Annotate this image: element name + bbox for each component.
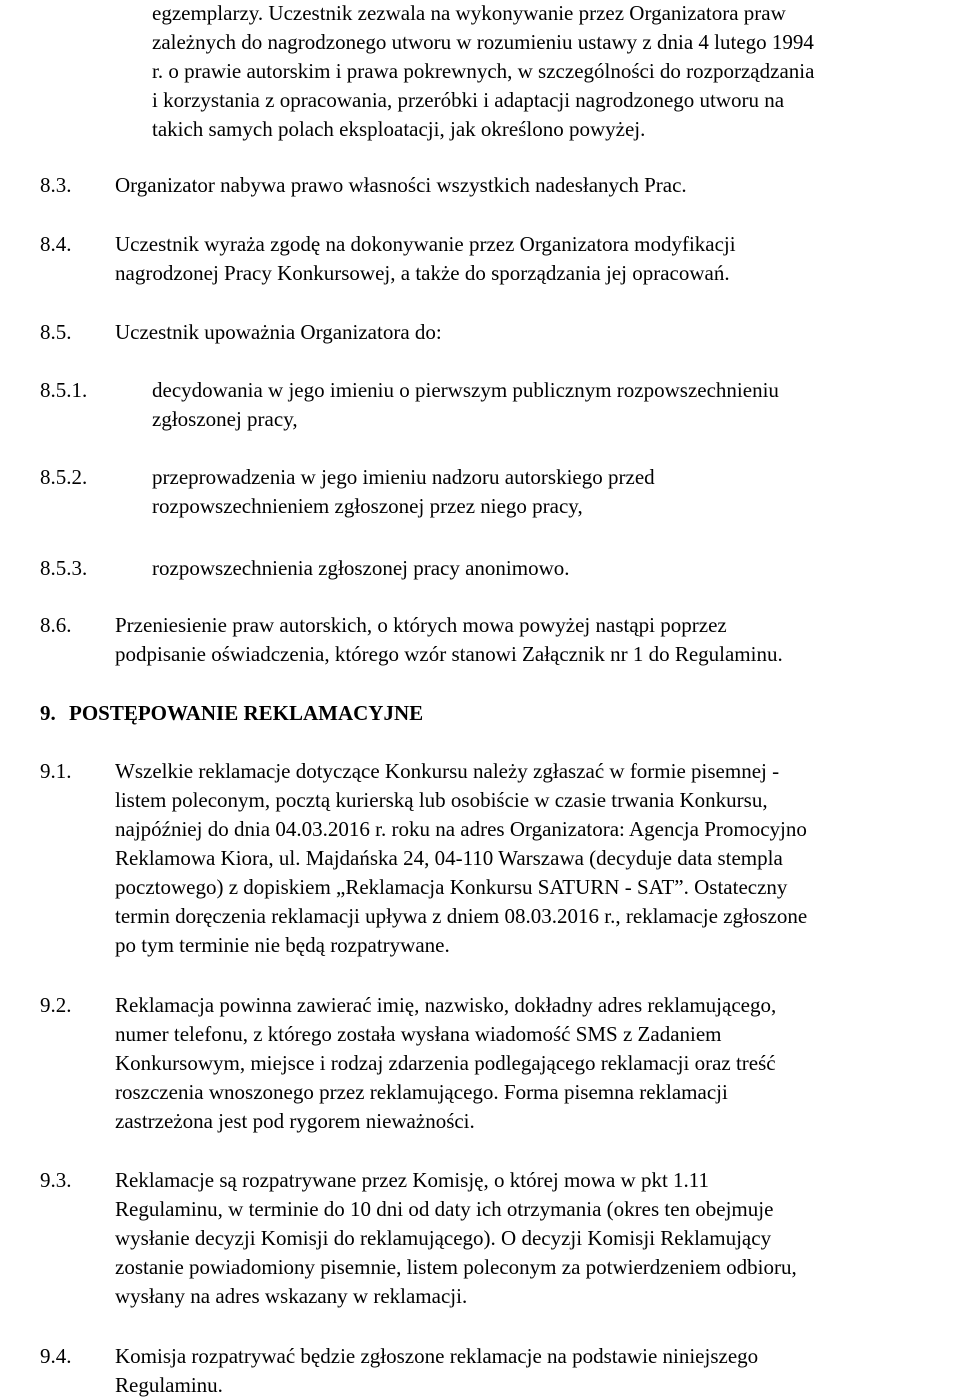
text-line: decydowania w jego imieniu o pierwszym publicznym rozpowszechnieniu bbox=[152, 378, 779, 402]
heading-title: POSTĘPOWANIE REKLAMACYJNE bbox=[69, 701, 424, 725]
section-number: 8.3. bbox=[40, 173, 72, 197]
text-line: Komisja rozpatrywać będzie zgłoszone reklamacje na podstawie niniejszego bbox=[115, 1344, 759, 1368]
text-line: i korzystania z opracowania, przeróbki i adaptacji nagrodzonego utworu na bbox=[152, 88, 785, 112]
section-number: 9.1. bbox=[40, 759, 72, 783]
text-line: numer telefonu, z którego została wysłana wiadomość SMS z Zadaniem bbox=[115, 1022, 722, 1046]
text-line: Regulaminu, w terminie do 10 dni od daty ich otrzymania (okres ten obejmuje bbox=[115, 1197, 774, 1221]
text-line: Wszelkie reklamacje dotyczące Konkursu należy zgłaszać w formie pisemnej - bbox=[115, 759, 780, 783]
text-line: takich samych polach eksploatacji, jak określono powyżej. bbox=[152, 117, 646, 141]
section-number: 8.5.2. bbox=[40, 465, 88, 489]
text-line: najpóźniej do dnia 04.03.2016 r. roku na adres Organizatora: Agencja Promocyjno bbox=[115, 817, 807, 841]
text-line: rozpowszechnieniem zgłoszonej przez niego pracy, bbox=[152, 494, 583, 518]
text-line: Konkursowym, miejsce i rodzaj zdarzenia podlegającego reklamacji oraz treść bbox=[115, 1051, 776, 1075]
section-number: 8.4. bbox=[40, 232, 72, 256]
text-line: zgłoszonej pracy, bbox=[152, 407, 298, 431]
text-line: podpisanie oświadczenia, którego wzór stanowi Załącznik nr 1 do Regulaminu. bbox=[115, 642, 783, 666]
text-line: Reklamacja powinna zawierać imię, nazwisko, dokładny adres reklamującego, bbox=[115, 993, 777, 1017]
section-number: 9.4. bbox=[40, 1344, 72, 1368]
text-line: zostanie powiadomiony pisemnie, listem poleconym za potwierdzeniem odbioru, bbox=[115, 1255, 797, 1279]
text-line: wysłany na adres wskazany w reklamacji. bbox=[115, 1284, 468, 1308]
section-number: 9.2. bbox=[40, 993, 72, 1017]
text-line: pocztowego) z dopiskiem „Reklamacja Konkursu SATURN - SAT”. Ostateczny bbox=[115, 875, 788, 899]
text-line: Uczestnik upoważnia Organizatora do: bbox=[115, 320, 442, 344]
text-line: egzemplarzy. Uczestnik zezwala na wykonywanie przez Organizatora praw bbox=[152, 1, 786, 25]
text-line: Organizator nabywa prawo własności wszystkich nadesłanych Prac. bbox=[115, 173, 687, 197]
section-number: 8.5.1. bbox=[40, 378, 88, 402]
text-line: Regulaminu. bbox=[115, 1373, 223, 1397]
text-line: rozpowszechnienia zgłoszonej pracy anonimowo. bbox=[152, 556, 570, 580]
text-line: zależnych do nagrodzonego utworu w rozumieniu ustawy z dnia 4 lutego 1994 bbox=[152, 30, 814, 54]
section-number: 8.6. bbox=[40, 613, 72, 637]
text-line: nagrodzonej Pracy Konkursowej, a także do sporządzania jej opracowań. bbox=[115, 261, 730, 285]
text-line: wysłanie decyzji Komisji do reklamującego). O decyzji Komisji Reklamujący bbox=[115, 1226, 772, 1250]
section-number: 8.5.3. bbox=[40, 556, 88, 580]
text-line: przeprowadzenia w jego imieniu nadzoru autorskiego przed bbox=[152, 465, 655, 489]
text-line: zastrzeżona jest pod rygorem nieważności. bbox=[115, 1109, 475, 1133]
text-line: Reklamacje są rozpatrywane przez Komisję, o której mowa w pkt 1.11 bbox=[115, 1168, 710, 1192]
section-number: 8.5. bbox=[40, 320, 72, 344]
text-line: listem poleconym, pocztą kurierską lub osobiście w czasie trwania Konkursu, bbox=[115, 788, 768, 812]
text-line: termin doręczenia reklamacji upływa z dniem 08.03.2016 r., reklamacje zgłoszone bbox=[115, 904, 808, 928]
text-line: r. o prawie autorskim i prawa pokrewnych, w szczególności do rozporządzania bbox=[152, 59, 815, 83]
text-line: Uczestnik wyraża zgodę na dokonywanie przez Organizatora modyfikacji bbox=[115, 232, 736, 256]
text-line: Reklamowa Kiora, ul. Majdańska 24, 04-110 Warszawa (decyduje data stempla bbox=[115, 846, 783, 870]
text-line: po tym terminie nie będą rozpatrywane. bbox=[115, 933, 450, 957]
text-line: Przeniesienie praw autorskich, o których mowa powyżej nastąpi poprzez bbox=[115, 613, 727, 637]
section-number: 9.3. bbox=[40, 1168, 72, 1192]
text-line: roszczenia wnoszonego przez reklamującego. Forma pisemna reklamacji bbox=[115, 1080, 728, 1104]
heading-number: 9. bbox=[40, 701, 56, 725]
